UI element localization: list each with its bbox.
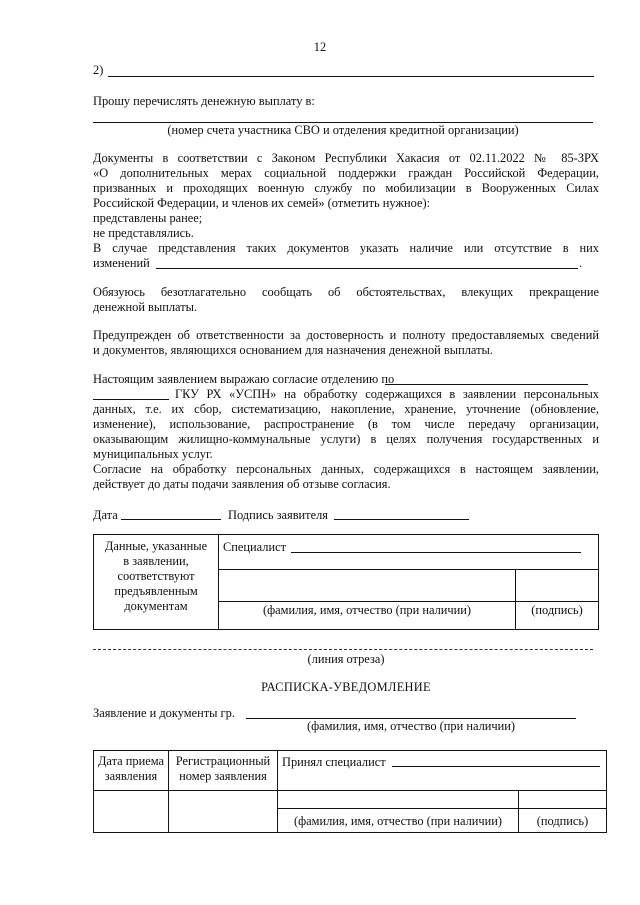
verification-text: соответствуют: [117, 569, 195, 583]
receipt-date-header-line: Дата приема: [97, 754, 164, 768]
page-number: 12: [313, 40, 327, 54]
cut-line: [93, 649, 593, 650]
item2-line[interactable]: [108, 76, 594, 77]
specialist-name-line[interactable]: [291, 552, 581, 553]
documents-line-2: «О дополнительных мерах социальной поддержки граждан Российской Федерации,: [93, 166, 599, 180]
receipt-date-cell[interactable]: [94, 791, 169, 833]
receipt-specialist-line[interactable]: [392, 766, 600, 767]
receipt-sign-caption: (подпись): [536, 814, 589, 828]
receipt-fio-caption-2: (фамилия, имя, отчество (при наличии): [293, 814, 502, 828]
department-field-2[interactable]: [93, 399, 169, 400]
specialist-fio-cell[interactable]: [219, 570, 516, 630]
consent-line-7: Согласие на обработку персональных данных, содержащихся в настоящем заявлении,: [93, 462, 599, 476]
consent-line-8: действует до даты подачи заявления об отзыве согласия.: [93, 477, 391, 491]
receipt-title: РАСПИСКА-УВЕДОМЛЕНИЕ: [261, 680, 431, 694]
consent-line-5: оказывающим жилищно-коммунальные услуги) в целях получения государственных и: [93, 432, 599, 446]
applicant-signature-field[interactable]: [334, 519, 469, 520]
receipt-date-header: [94, 751, 169, 791]
documents-line-4: Российской Федерации, и членов их семей» (отметить нужное):: [93, 196, 431, 210]
fio-divider: [219, 601, 515, 602]
changes-label: изменений: [93, 256, 150, 270]
warning-line-1: Предупрежден об ответственности за достоверность и полноту предоставляемых сведений: [93, 328, 599, 342]
specialist-fio-caption: (фамилия, имя, отчество (при наличии): [262, 603, 471, 617]
payment-request: Прошу перечислять денежную выплату в:: [93, 94, 315, 108]
verification-table: [93, 534, 599, 630]
changes-period: .: [579, 256, 583, 270]
consent-line-2: ГКУ РХ «УСПН» на обработку содержащихся в заявлении персональных: [175, 387, 599, 401]
receipt-regnum-cell[interactable]: [169, 791, 278, 833]
documents-line-3: призванных и проходящих военную службу по мобилизации в Вооруженных Силах: [93, 181, 599, 195]
receipt-table: [93, 750, 607, 833]
cut-line-caption: (линия отреза): [307, 652, 385, 666]
consent-line-3: данных, т.е. их сбор, систематизацию, накопление, хранение, уточнение (обновление,: [93, 402, 599, 416]
consent-line-6: муниципальных услуг.: [93, 447, 213, 461]
receipt-docs-label: Заявление и документы гр.: [93, 706, 235, 720]
date-label: Дата: [93, 508, 118, 522]
receipt-accepted-cell[interactable]: [278, 751, 607, 791]
verification-text: в заявлении,: [123, 554, 189, 568]
receipt-fio-divider: [278, 808, 518, 809]
verification-text: документам: [124, 599, 188, 613]
receipt-regnum-header-line: номер заявления: [179, 769, 267, 783]
obligation-line-2: денежной выплаты.: [93, 300, 198, 314]
consent-line-4: изменение), использование, распространение (в том числе передачу организации,: [93, 417, 599, 431]
receipt-sign-cell[interactable]: [519, 791, 607, 833]
specialist-sign-caption: (подпись): [531, 603, 583, 617]
verification-left-cell: [94, 535, 219, 630]
option-not-presented[interactable]: не представлялись.: [93, 226, 194, 240]
sign-divider: [516, 601, 598, 602]
receipt-fio-cell[interactable]: [278, 791, 519, 833]
department-field[interactable]: [385, 384, 588, 385]
account-caption: (номер счета участника СВО и отделения кредитной организации): [167, 123, 519, 137]
option-presented[interactable]: представлены ранее;: [93, 211, 203, 225]
specialist-sign-cell[interactable]: [516, 570, 599, 630]
receipt-fio-caption: (фамилия, имя, отчество (при наличии): [306, 719, 515, 733]
specialist-cell[interactable]: [219, 535, 599, 570]
receipt-regnum-header: [169, 751, 278, 791]
changes-field[interactable]: [156, 268, 578, 269]
consent-line-1: Настоящим заявлением выражаю согласие отделению по: [93, 372, 395, 386]
date-field[interactable]: [121, 519, 221, 520]
item-number: 2): [93, 63, 104, 77]
receipt-date-header-line: заявления: [104, 769, 158, 783]
verification-text: Данные, указанные: [104, 539, 208, 553]
documents-line-1: Документы в соответствии с Законом Республики Хакасия от 02.11.2022 № 85-ЗРХ: [93, 151, 599, 165]
specialist-label: Специалист: [223, 540, 286, 554]
warning-line-2: и документов, являющихся основанием для назначения денежной выплаты.: [93, 343, 493, 357]
changes-line-1: В случае представления таких документов указать наличие или отсутствие в них: [93, 241, 599, 255]
verification-text: предъявленным: [114, 584, 198, 598]
receipt-accepted-label: Принял специалист: [282, 755, 386, 769]
obligation-line-1: Обязуюсь безотлагательно сообщать об обстоятельствах, влекущих прекращение: [93, 285, 599, 299]
receipt-sign-divider: [519, 808, 606, 809]
receipt-regnum-header-line: Регистрационный: [175, 754, 271, 768]
signature-label: Подпись заявителя: [228, 508, 328, 522]
